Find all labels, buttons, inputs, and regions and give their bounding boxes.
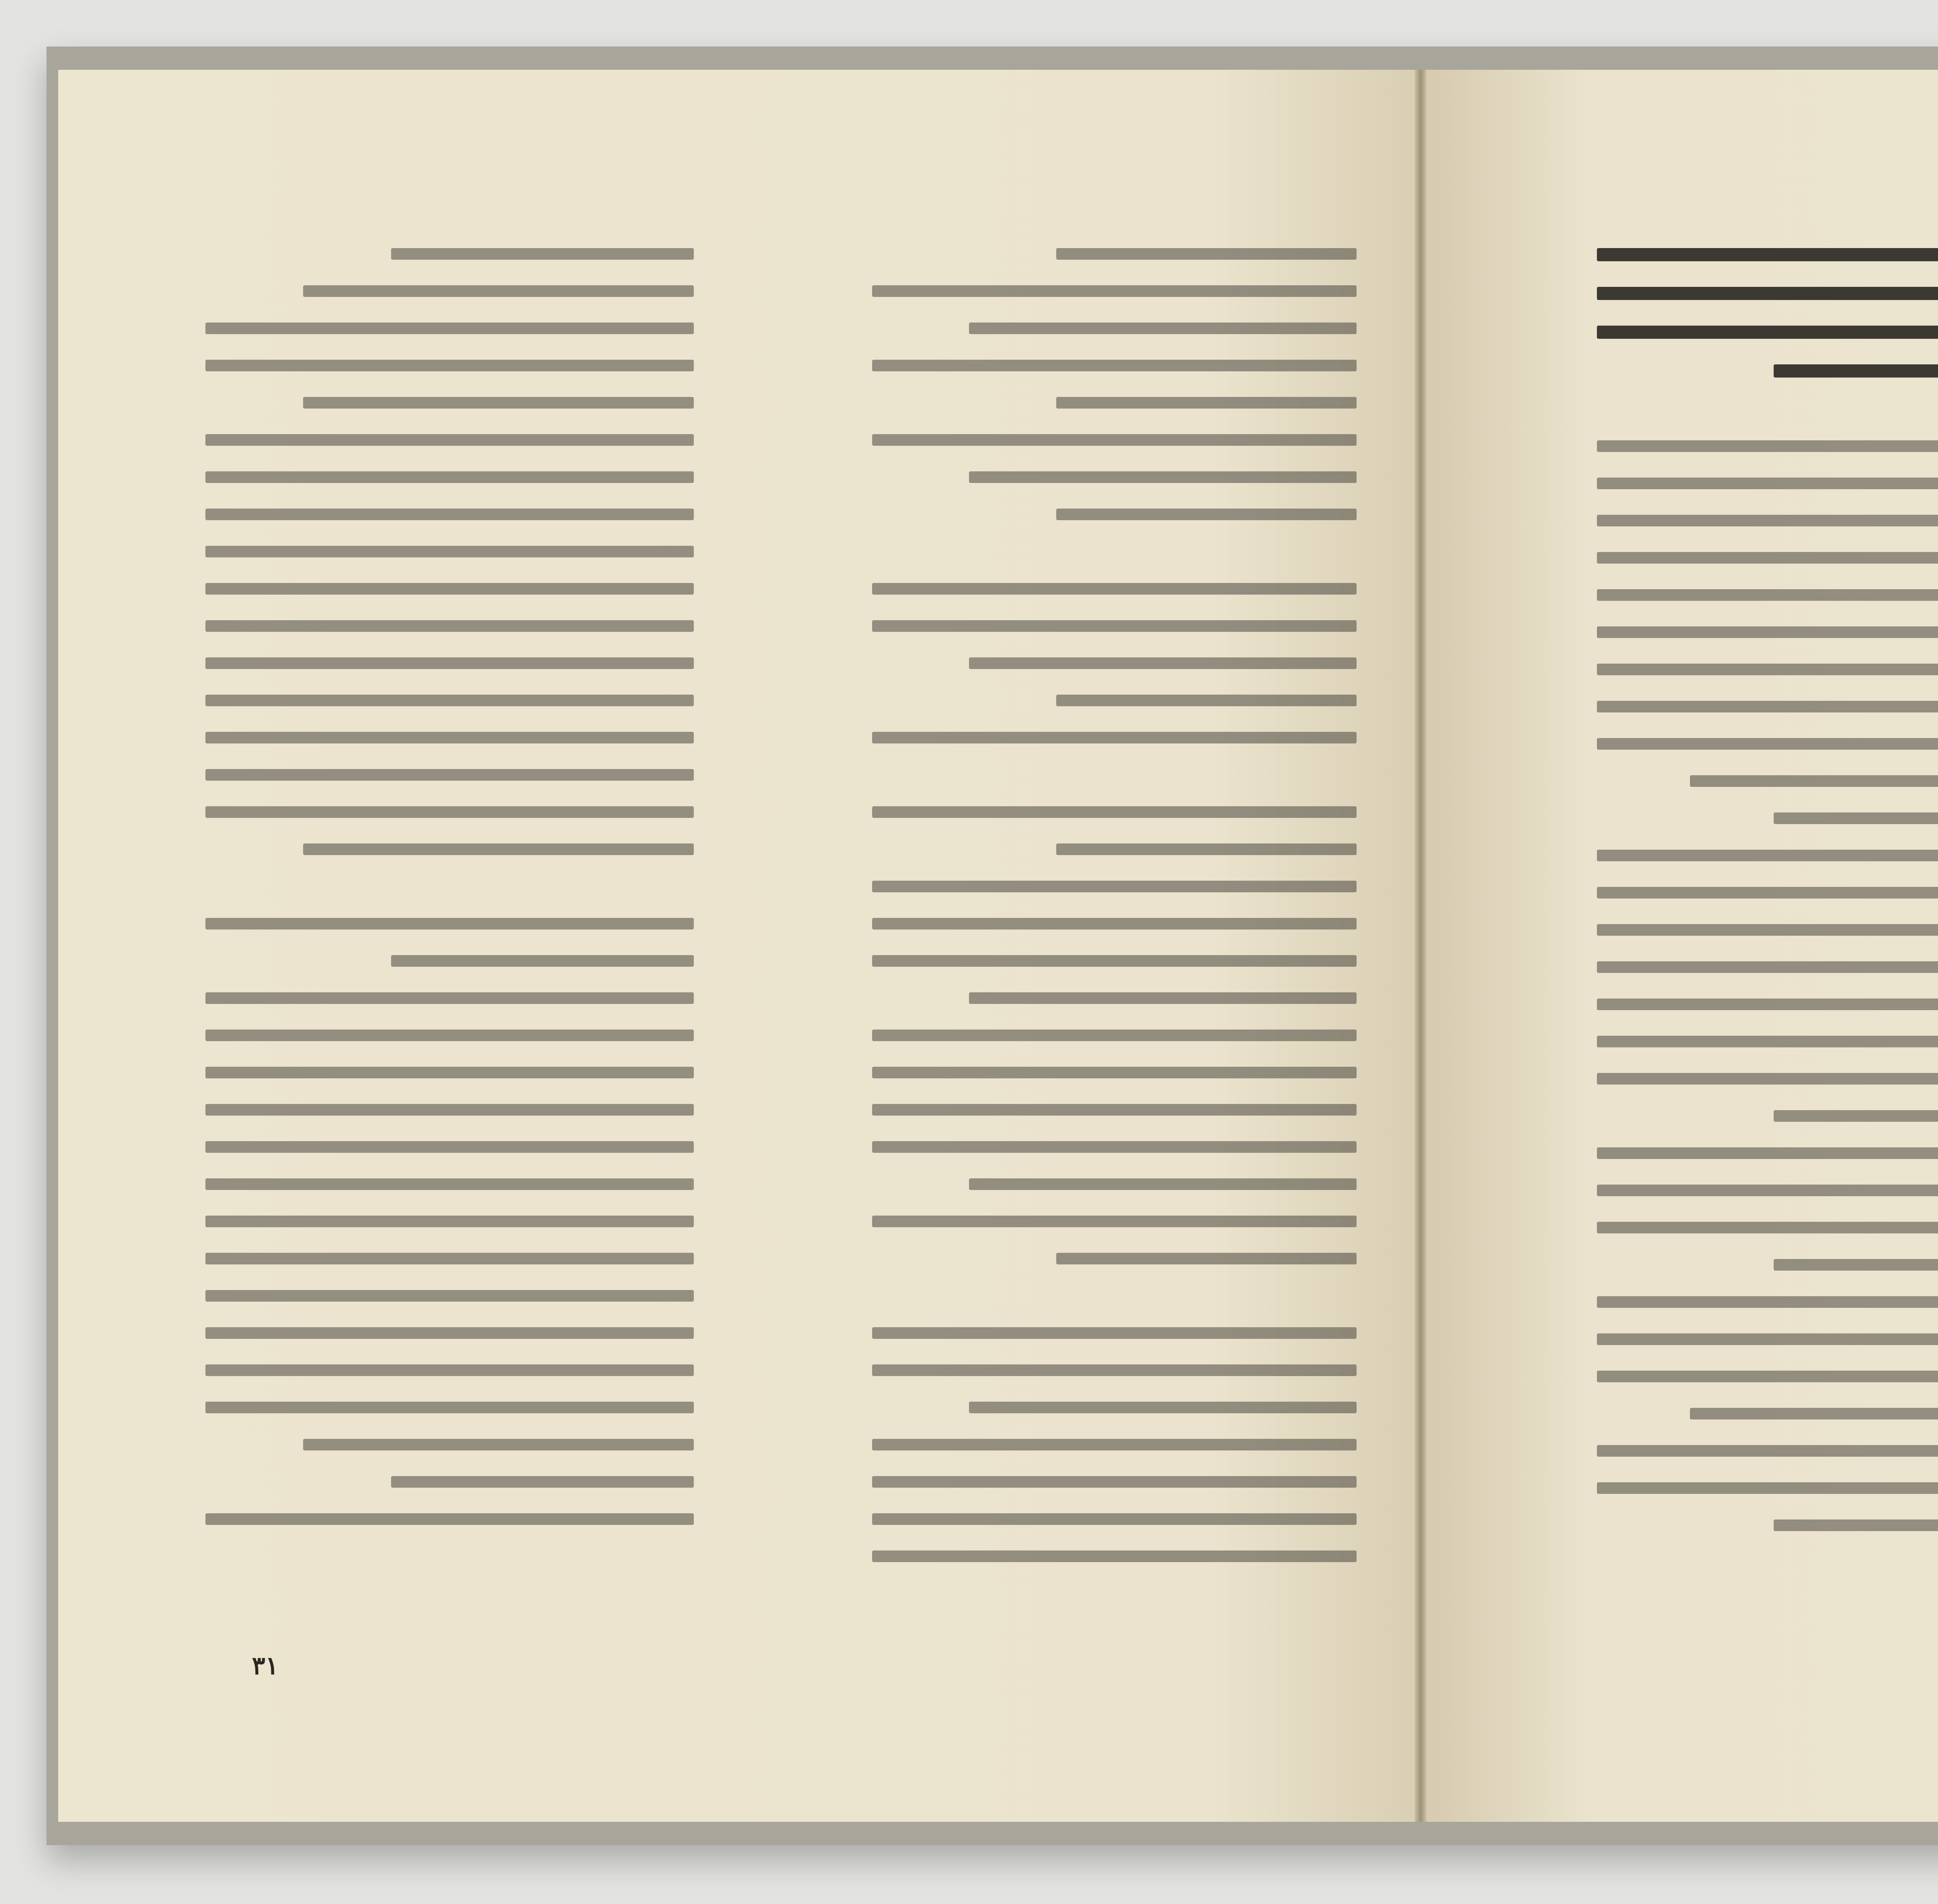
book-spine [1415,70,1426,1822]
right-page [1426,70,1938,1822]
left-page-column-1 [872,248,1357,1628]
magazine-spread [47,47,1938,1845]
left-page [58,70,1416,1822]
page-number: ٣١ [252,1651,279,1680]
left-page-column-2 [205,248,694,1628]
right-page-column-2 [1597,248,1938,1628]
